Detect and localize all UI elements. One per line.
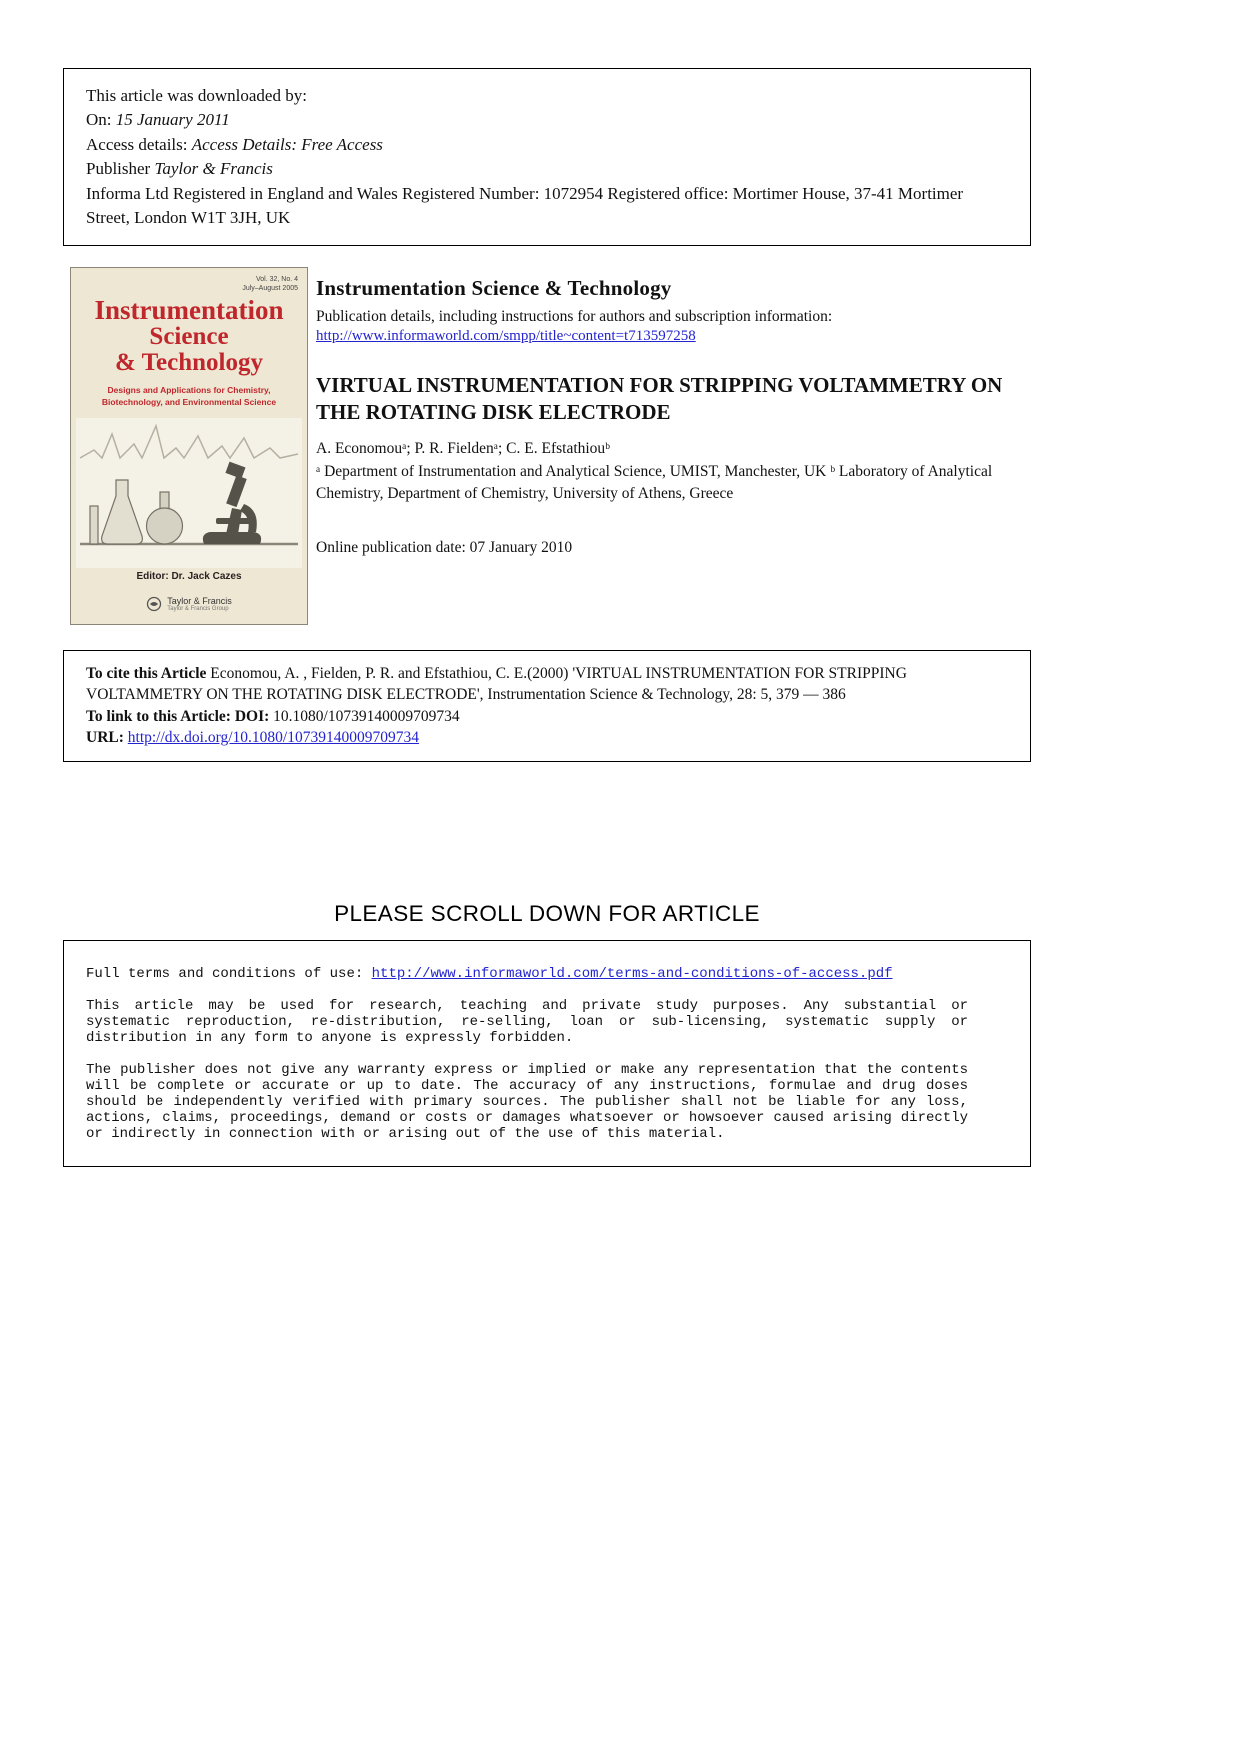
cover-editor-credit: Editor: Dr. Jack Cazes — [136, 571, 242, 582]
journal-cover — [70, 267, 308, 625]
terms-pdf-link[interactable]: http://www.informaworld.com/terms-and-conditions-of-access.pdf — [371, 966, 893, 982]
online-publication-date: Online publication date: 07 January 2010 — [316, 538, 573, 556]
article-info-column — [316, 276, 1032, 557]
cite-label: To cite this Article — [86, 665, 207, 682]
cover-issue-volume: Vol. 32, No. 4 — [255, 276, 298, 283]
article-authors: A. Economouᵃ; P. R. Fieldenᵃ; C. E. Efstathiouᵇ — [316, 439, 610, 457]
cover-subtitle-line2: Biotechnology, and Environmental Science — [101, 396, 277, 407]
journal-url-link[interactable]: http://www.informaworld.com/smpp/title~content=t713597258 — [316, 328, 696, 344]
download-date-value: 15 January 2011 — [115, 110, 230, 130]
url-label: URL: — [86, 729, 128, 747]
journal-title: Instrumentation Science & Technology — [316, 276, 672, 300]
terms-paragraph-usage: This article may be used for research, teaching and private study purposes. Any substantial or systematic reproduction, re-distribution, re-selling, loan or sub-licensing, systematic supply or distribution in any form to anyone is expressly forbidden. — [86, 998, 968, 1046]
scroll-down-notice: PLEASE SCROLL DOWN FOR ARTICLE — [334, 901, 760, 926]
publication-details-text: Publication details, including instructions for authors and subscription information: — [316, 308, 833, 325]
cover-title-line3: & Technology — [115, 349, 263, 377]
cite-text: Economou, A. , Fielden, P. R. and Efstathiou, C. E.(2000) 'VIRTUAL INSTRUMENTATION FOR STRIPPING VOLTAMMETRY ON THE ROTATING DISK ELECTRODE', Instrumentation Science & Technology, 28: 5, 379 — 386 — [86, 665, 907, 704]
taylor-francis-logo — [71, 596, 307, 613]
cover-issue-date: July–August 2005 — [242, 285, 298, 293]
cover-subtitle-line1: Designs and Applications for Chemistry, — [107, 385, 271, 396]
cover-title-line1: Instrumentation — [94, 295, 284, 325]
access-details-value: Access Details: Free Access — [191, 134, 383, 154]
taylor-francis-logo-text — [167, 596, 232, 613]
publisher-label: Publisher — [86, 159, 155, 179]
informa-registration-text: Informa Ltd Registered in England and Wales Registered Number: 1072954 Registered office: Mortimer House, 37-41 Mortimer Street, London W1T 3JH, UK — [86, 183, 964, 228]
logo-text-main: Taylor & Francis — [167, 595, 232, 606]
informa-registration-line — [86, 182, 1008, 231]
cover-journal-title — [71, 296, 307, 376]
doi-line — [86, 706, 1010, 727]
journal-url-line — [316, 328, 1032, 345]
doi-value: 10.1080/10739140009709734 — [273, 707, 460, 725]
download-date-line — [86, 108, 1008, 132]
citation-box — [63, 650, 1031, 762]
cover-subtitle — [71, 385, 307, 408]
publisher-line — [86, 157, 1008, 181]
url-line — [86, 727, 1010, 748]
download-date-label: On: — [86, 110, 116, 130]
lab-instruments-illustration-icon — [76, 418, 302, 568]
full-terms-label: Full terms and conditions of use: — [86, 966, 372, 982]
article-affiliations: ᵃ Department of Instrumentation and Analytical Science, UMIST, Manchester, UK ᵇ Laboratory of Analytical Chemistry, Department of Chemistry, University of Athens, Greece — [316, 462, 993, 503]
publisher-value: Taylor & Francis — [154, 159, 273, 179]
taylor-francis-logo-icon — [146, 596, 162, 612]
logo-text-sub: Taylor & Francis Group — [167, 606, 229, 613]
terms-box — [63, 940, 1031, 1167]
article-title: VIRTUAL INSTRUMENTATION FOR STRIPPING VOLTAMMETRY ON THE ROTATING DISK ELECTRODE — [316, 373, 1003, 425]
cover-issue-info — [242, 275, 298, 294]
downloaded-by-line — [86, 84, 1008, 108]
access-details-label: Access details: — [86, 134, 192, 154]
cover-title-line2: Science — [149, 323, 229, 351]
downloaded-by-text: This article was downloaded by: — [86, 86, 307, 105]
cite-article-line — [86, 663, 1010, 706]
cover-illustration — [76, 418, 302, 568]
terms-paragraph-warranty: The publisher does not give any warranty express or implied or make any representation that the contents will be complete or accurate or up to date. The accuracy of any instructions, formulae and drug doses should be independently verified with primary sources. The publisher shall not be liable for any loss, actions, claims, proceedings, demand or costs or damages whatsoever or howsoever caused arising directly or indirectly in connection with or arising out of the use of this material. — [86, 1062, 968, 1142]
doi-label: To link to this Article: DOI: — [86, 707, 274, 725]
terms-inner — [86, 966, 968, 1142]
download-info-box — [63, 68, 1031, 246]
doi-url-link[interactable]: http://dx.doi.org/10.1080/10739140009709734 — [127, 729, 419, 747]
access-details-line — [86, 133, 1008, 157]
full-terms-line — [86, 966, 968, 982]
